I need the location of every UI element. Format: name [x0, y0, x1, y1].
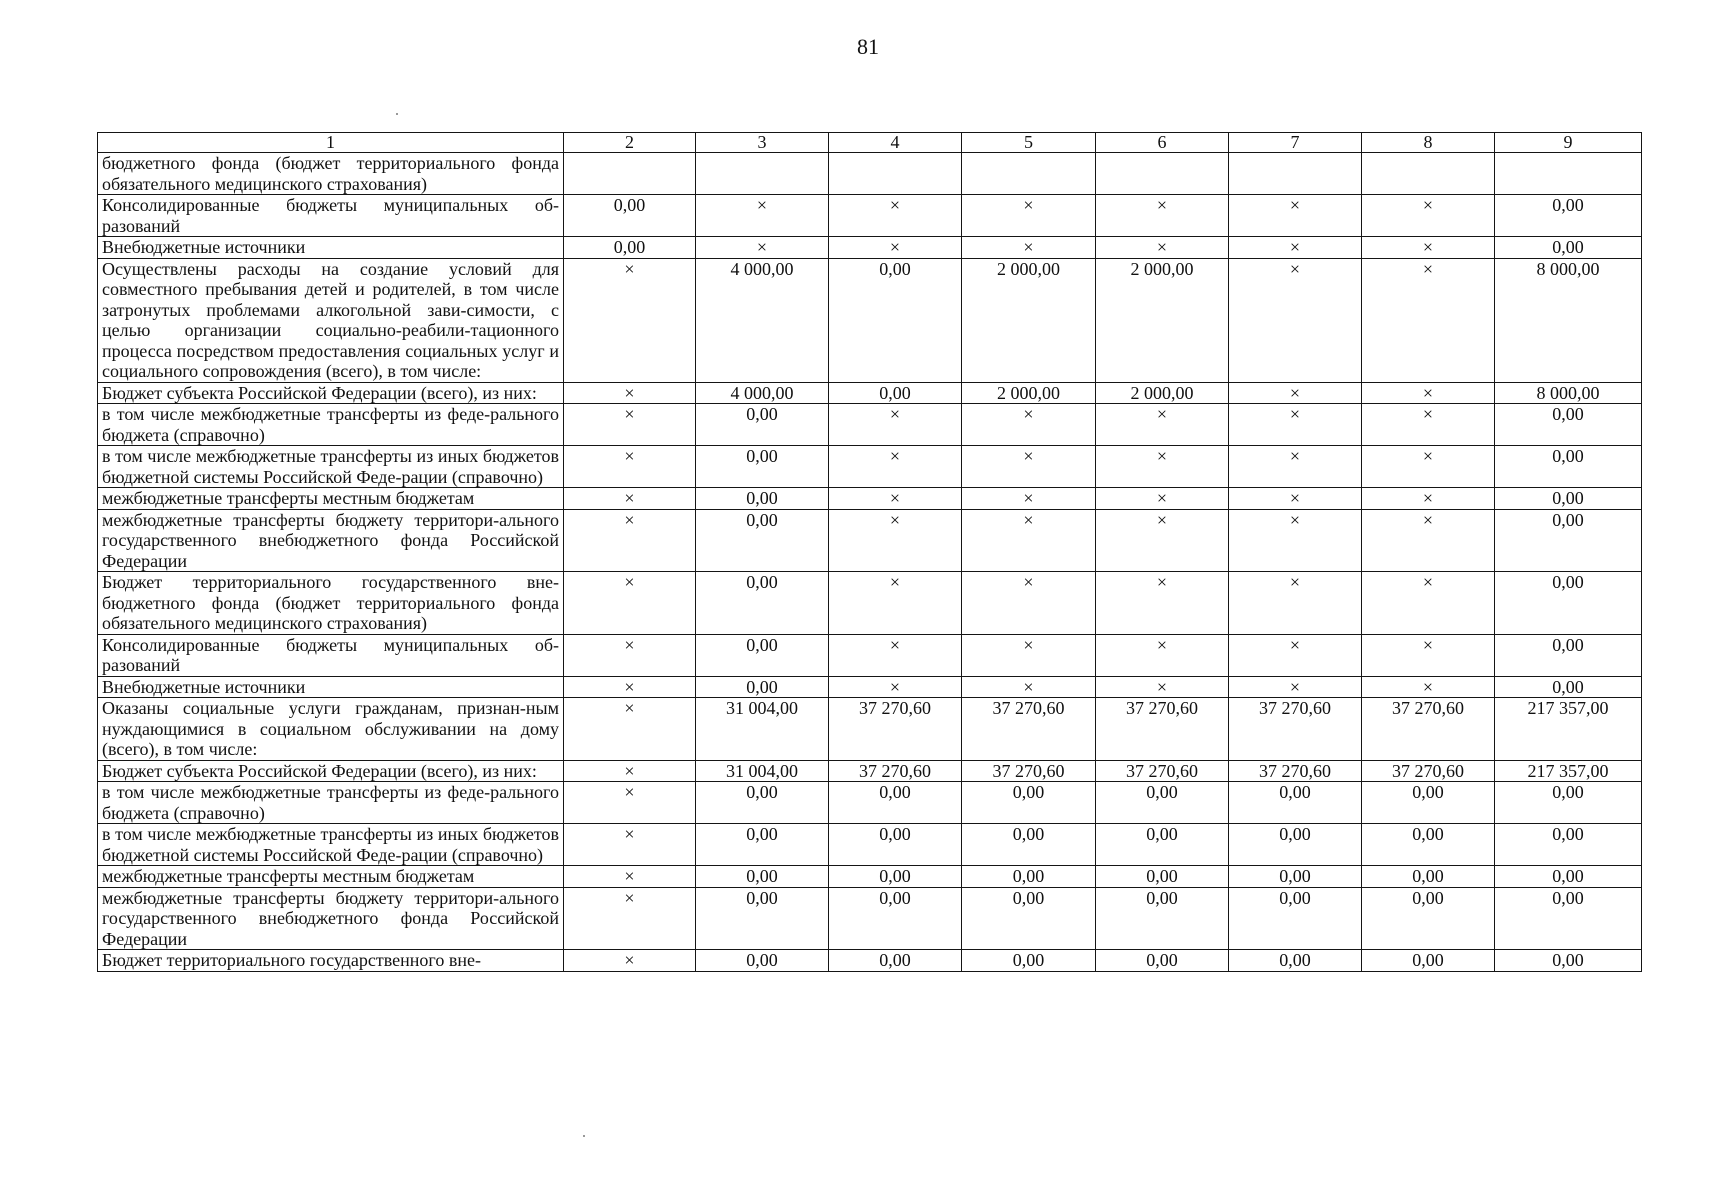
table-row — [98, 634, 1642, 676]
value-cell: 0,00 — [829, 782, 962, 824]
scan-speck — [396, 113, 398, 115]
column-number-header: 6 — [1096, 133, 1229, 153]
value-cell: 0,00 — [1229, 782, 1362, 824]
value-cell — [962, 153, 1096, 195]
value-cell: × — [962, 446, 1096, 488]
row-label: Бюджет территориального государственного вне- — [98, 950, 564, 972]
value-cell: 0,00 — [829, 950, 962, 972]
row-label: бюджетного фонда (бюджет территориального фонда обязательного медицинского страхования) — [98, 153, 564, 195]
value-cell: × — [962, 195, 1096, 237]
table-row — [98, 824, 1642, 866]
row-label: Консолидированные бюджеты муниципальных об-разований — [98, 195, 564, 237]
value-cell: 0,00 — [1495, 195, 1642, 237]
budget-table — [97, 132, 1642, 972]
value-cell — [1362, 153, 1495, 195]
value-cell: × — [564, 887, 696, 950]
table-row — [98, 887, 1642, 950]
value-cell: 4 000,00 — [696, 382, 829, 404]
value-cell: 0,00 — [1495, 237, 1642, 259]
value-cell: 0,00 — [1096, 950, 1229, 972]
value-cell: 31 004,00 — [696, 698, 829, 761]
value-cell: × — [564, 382, 696, 404]
value-cell: × — [962, 509, 1096, 572]
value-cell: 0,00 — [962, 887, 1096, 950]
value-cell — [1495, 153, 1642, 195]
value-cell: 37 270,60 — [962, 760, 1096, 782]
value-cell: 0,00 — [1229, 950, 1362, 972]
table-row — [98, 866, 1642, 888]
value-cell: × — [829, 237, 962, 259]
row-label: в том числе межбюджетные трансферты из феде-рального бюджета (справочно) — [98, 404, 564, 446]
row-label: межбюджетные трансферты бюджету территори-ального государственного внебюджетного фонда Российской Федерации — [98, 509, 564, 572]
value-cell: × — [1362, 676, 1495, 698]
page-number: 81 — [857, 34, 879, 59]
value-cell: 0,00 — [564, 237, 696, 259]
value-cell: × — [829, 446, 962, 488]
value-cell: × — [564, 258, 696, 382]
value-cell: 8 000,00 — [1495, 382, 1642, 404]
value-cell: × — [564, 488, 696, 510]
value-cell: 37 270,60 — [1362, 698, 1495, 761]
value-cell: 0,00 — [962, 782, 1096, 824]
row-label: Внебюджетные источники — [98, 237, 564, 259]
value-cell: × — [564, 572, 696, 635]
value-cell: 0,00 — [696, 509, 829, 572]
value-cell: × — [829, 404, 962, 446]
value-cell: 8 000,00 — [1495, 258, 1642, 382]
column-number-header: 1 — [98, 133, 564, 153]
value-cell: 0,00 — [1495, 782, 1642, 824]
value-cell: 0,00 — [829, 887, 962, 950]
value-cell: 0,00 — [829, 382, 962, 404]
value-cell: 0,00 — [696, 634, 829, 676]
value-cell: 0,00 — [564, 195, 696, 237]
value-cell: × — [829, 488, 962, 510]
value-cell: × — [1362, 382, 1495, 404]
value-cell: × — [696, 195, 829, 237]
value-cell: 0,00 — [1229, 866, 1362, 888]
value-cell: 0,00 — [1495, 634, 1642, 676]
value-cell: × — [962, 237, 1096, 259]
table-row — [98, 195, 1642, 237]
value-cell: × — [1096, 446, 1229, 488]
column-number-header: 9 — [1495, 133, 1642, 153]
value-cell: 0,00 — [1495, 404, 1642, 446]
column-number-header: 8 — [1362, 133, 1495, 153]
value-cell: 37 270,60 — [962, 698, 1096, 761]
table-row — [98, 446, 1642, 488]
value-cell: 31 004,00 — [696, 760, 829, 782]
value-cell: 0,00 — [829, 258, 962, 382]
row-label: в том числе межбюджетные трансферты из феде-рального бюджета (справочно) — [98, 782, 564, 824]
value-cell: × — [829, 195, 962, 237]
table-row — [98, 153, 1642, 195]
value-cell: × — [1362, 195, 1495, 237]
value-cell: 0,00 — [696, 824, 829, 866]
value-cell: × — [1096, 404, 1229, 446]
value-cell: 0,00 — [1229, 824, 1362, 866]
table-row — [98, 676, 1642, 698]
value-cell: 0,00 — [696, 488, 829, 510]
table-row — [98, 698, 1642, 761]
value-cell: × — [1229, 676, 1362, 698]
value-cell: 217 357,00 — [1495, 698, 1642, 761]
value-cell: 0,00 — [962, 950, 1096, 972]
value-cell: 0,00 — [1495, 488, 1642, 510]
value-cell: × — [829, 572, 962, 635]
row-label: межбюджетные трансферты бюджету территори-ального государственного внебюджетного фонда Российской Федерации — [98, 887, 564, 950]
table-row — [98, 509, 1642, 572]
value-cell: × — [564, 760, 696, 782]
value-cell: × — [564, 866, 696, 888]
value-cell: 0,00 — [1362, 824, 1495, 866]
value-cell: 0,00 — [1362, 887, 1495, 950]
row-label: Бюджет субъекта Российской Федерации (всего), из них: — [98, 760, 564, 782]
row-label: Оказаны социальные услуги гражданам, признан-ным нуждающимися в социальном обслуживании на дому (всего), в том числе: — [98, 698, 564, 761]
value-cell: 0,00 — [1362, 866, 1495, 888]
value-cell: 217 357,00 — [1495, 760, 1642, 782]
value-cell: × — [962, 572, 1096, 635]
value-cell: 0,00 — [1096, 887, 1229, 950]
value-cell: 0,00 — [962, 866, 1096, 888]
table-row — [98, 404, 1642, 446]
value-cell: 0,00 — [1495, 866, 1642, 888]
value-cell: 37 270,60 — [1229, 698, 1362, 761]
value-cell: 0,00 — [829, 866, 962, 888]
value-cell: × — [564, 824, 696, 866]
value-cell: × — [1362, 446, 1495, 488]
table-row — [98, 782, 1642, 824]
value-cell: × — [1229, 195, 1362, 237]
column-number-header: 7 — [1229, 133, 1362, 153]
value-cell: × — [564, 950, 696, 972]
value-cell: 0,00 — [829, 824, 962, 866]
value-cell: × — [1362, 634, 1495, 676]
value-cell: × — [564, 634, 696, 676]
value-cell — [1229, 153, 1362, 195]
value-cell: × — [829, 509, 962, 572]
value-cell: 0,00 — [1362, 950, 1495, 972]
value-cell: × — [564, 509, 696, 572]
row-label: в том числе межбюджетные трансферты из иных бюджетов бюджетной системы Российской Феде-рации (справочно) — [98, 824, 564, 866]
value-cell: × — [1362, 572, 1495, 635]
value-cell: × — [1362, 404, 1495, 446]
value-cell: 0,00 — [1495, 446, 1642, 488]
table-row — [98, 760, 1642, 782]
value-cell: 37 270,60 — [1229, 760, 1362, 782]
value-cell: 0,00 — [1495, 676, 1642, 698]
table-row — [98, 488, 1642, 510]
value-cell: × — [1229, 446, 1362, 488]
column-number-header: 5 — [962, 133, 1096, 153]
table-row — [98, 572, 1642, 635]
row-label: межбюджетные трансферты местным бюджетам — [98, 488, 564, 510]
value-cell: 0,00 — [1096, 782, 1229, 824]
value-cell: × — [564, 404, 696, 446]
value-cell: 0,00 — [1495, 824, 1642, 866]
row-label: Консолидированные бюджеты муниципальных об-разований — [98, 634, 564, 676]
value-cell: 0,00 — [696, 572, 829, 635]
table-row — [98, 382, 1642, 404]
value-cell: × — [1096, 509, 1229, 572]
value-cell: × — [1229, 488, 1362, 510]
value-cell: × — [1096, 237, 1229, 259]
column-number-header: 3 — [696, 133, 829, 153]
value-cell: × — [1362, 258, 1495, 382]
value-cell: 0,00 — [1495, 572, 1642, 635]
value-cell: 0,00 — [1495, 509, 1642, 572]
value-cell: 0,00 — [1362, 782, 1495, 824]
row-label: межбюджетные трансферты местным бюджетам — [98, 866, 564, 888]
value-cell: 0,00 — [1495, 887, 1642, 950]
row-label: Бюджет территориального государственного вне-бюджетного фонда (бюджет территориального фонда обязательного медицинского страхования) — [98, 572, 564, 635]
value-cell — [1096, 153, 1229, 195]
value-cell: 0,00 — [962, 824, 1096, 866]
value-cell — [564, 153, 696, 195]
value-cell: 2 000,00 — [962, 382, 1096, 404]
value-cell: 0,00 — [1096, 866, 1229, 888]
scan-speck — [583, 1135, 585, 1137]
value-cell: × — [1362, 509, 1495, 572]
value-cell: 2 000,00 — [1096, 382, 1229, 404]
value-cell: × — [1229, 382, 1362, 404]
table-row — [98, 237, 1642, 259]
value-cell: 0,00 — [696, 782, 829, 824]
value-cell: × — [1362, 237, 1495, 259]
value-cell: × — [1229, 258, 1362, 382]
value-cell: × — [1229, 509, 1362, 572]
row-label: Бюджет субъекта Российской Федерации (всего), из них: — [98, 382, 564, 404]
value-cell: × — [962, 676, 1096, 698]
value-cell: 37 270,60 — [1096, 760, 1229, 782]
value-cell: × — [1096, 676, 1229, 698]
value-cell: 0,00 — [696, 404, 829, 446]
budget-table-container — [97, 132, 1641, 972]
value-cell: × — [1096, 634, 1229, 676]
value-cell: × — [1229, 404, 1362, 446]
value-cell: × — [1229, 572, 1362, 635]
value-cell: × — [564, 698, 696, 761]
column-number-header: 2 — [564, 133, 696, 153]
value-cell: 0,00 — [696, 887, 829, 950]
value-cell: × — [1229, 634, 1362, 676]
value-cell: × — [1096, 488, 1229, 510]
table-row — [98, 258, 1642, 382]
value-cell: × — [564, 446, 696, 488]
value-cell: × — [696, 237, 829, 259]
value-cell: × — [1096, 195, 1229, 237]
value-cell: × — [1229, 237, 1362, 259]
value-cell — [696, 153, 829, 195]
value-cell: 0,00 — [696, 676, 829, 698]
value-cell: × — [1362, 488, 1495, 510]
value-cell: 0,00 — [696, 950, 829, 972]
value-cell: 0,00 — [696, 446, 829, 488]
value-cell: × — [829, 676, 962, 698]
table-row — [98, 950, 1642, 972]
value-cell: 0,00 — [1495, 950, 1642, 972]
value-cell: 0,00 — [696, 866, 829, 888]
row-label: Осуществлены расходы на создание условий для совместного пребывания детей и родителей, в том числе затронутых проблемами алкогольной зави-симости, с целью организации социально-реабили-тационного процесса посредством предоставления социальных услуг и социального сопровождения (всего), в том числе: — [98, 258, 564, 382]
value-cell: × — [564, 782, 696, 824]
value-cell — [829, 153, 962, 195]
column-number-header: 4 — [829, 133, 962, 153]
value-cell: 37 270,60 — [829, 760, 962, 782]
value-cell: × — [1096, 572, 1229, 635]
value-cell: × — [564, 676, 696, 698]
value-cell: × — [962, 404, 1096, 446]
value-cell: × — [962, 488, 1096, 510]
value-cell: 2 000,00 — [1096, 258, 1229, 382]
value-cell: 0,00 — [1096, 824, 1229, 866]
row-label: в том числе межбюджетные трансферты из иных бюджетов бюджетной системы Российской Феде-рации (справочно) — [98, 446, 564, 488]
value-cell: 4 000,00 — [696, 258, 829, 382]
value-cell: × — [829, 634, 962, 676]
row-label: Внебюджетные источники — [98, 676, 564, 698]
value-cell: 2 000,00 — [962, 258, 1096, 382]
value-cell: 37 270,60 — [1362, 760, 1495, 782]
value-cell: 37 270,60 — [1096, 698, 1229, 761]
value-cell: 37 270,60 — [829, 698, 962, 761]
value-cell: 0,00 — [1229, 887, 1362, 950]
column-number-header-row — [98, 133, 1642, 153]
value-cell: × — [962, 634, 1096, 676]
